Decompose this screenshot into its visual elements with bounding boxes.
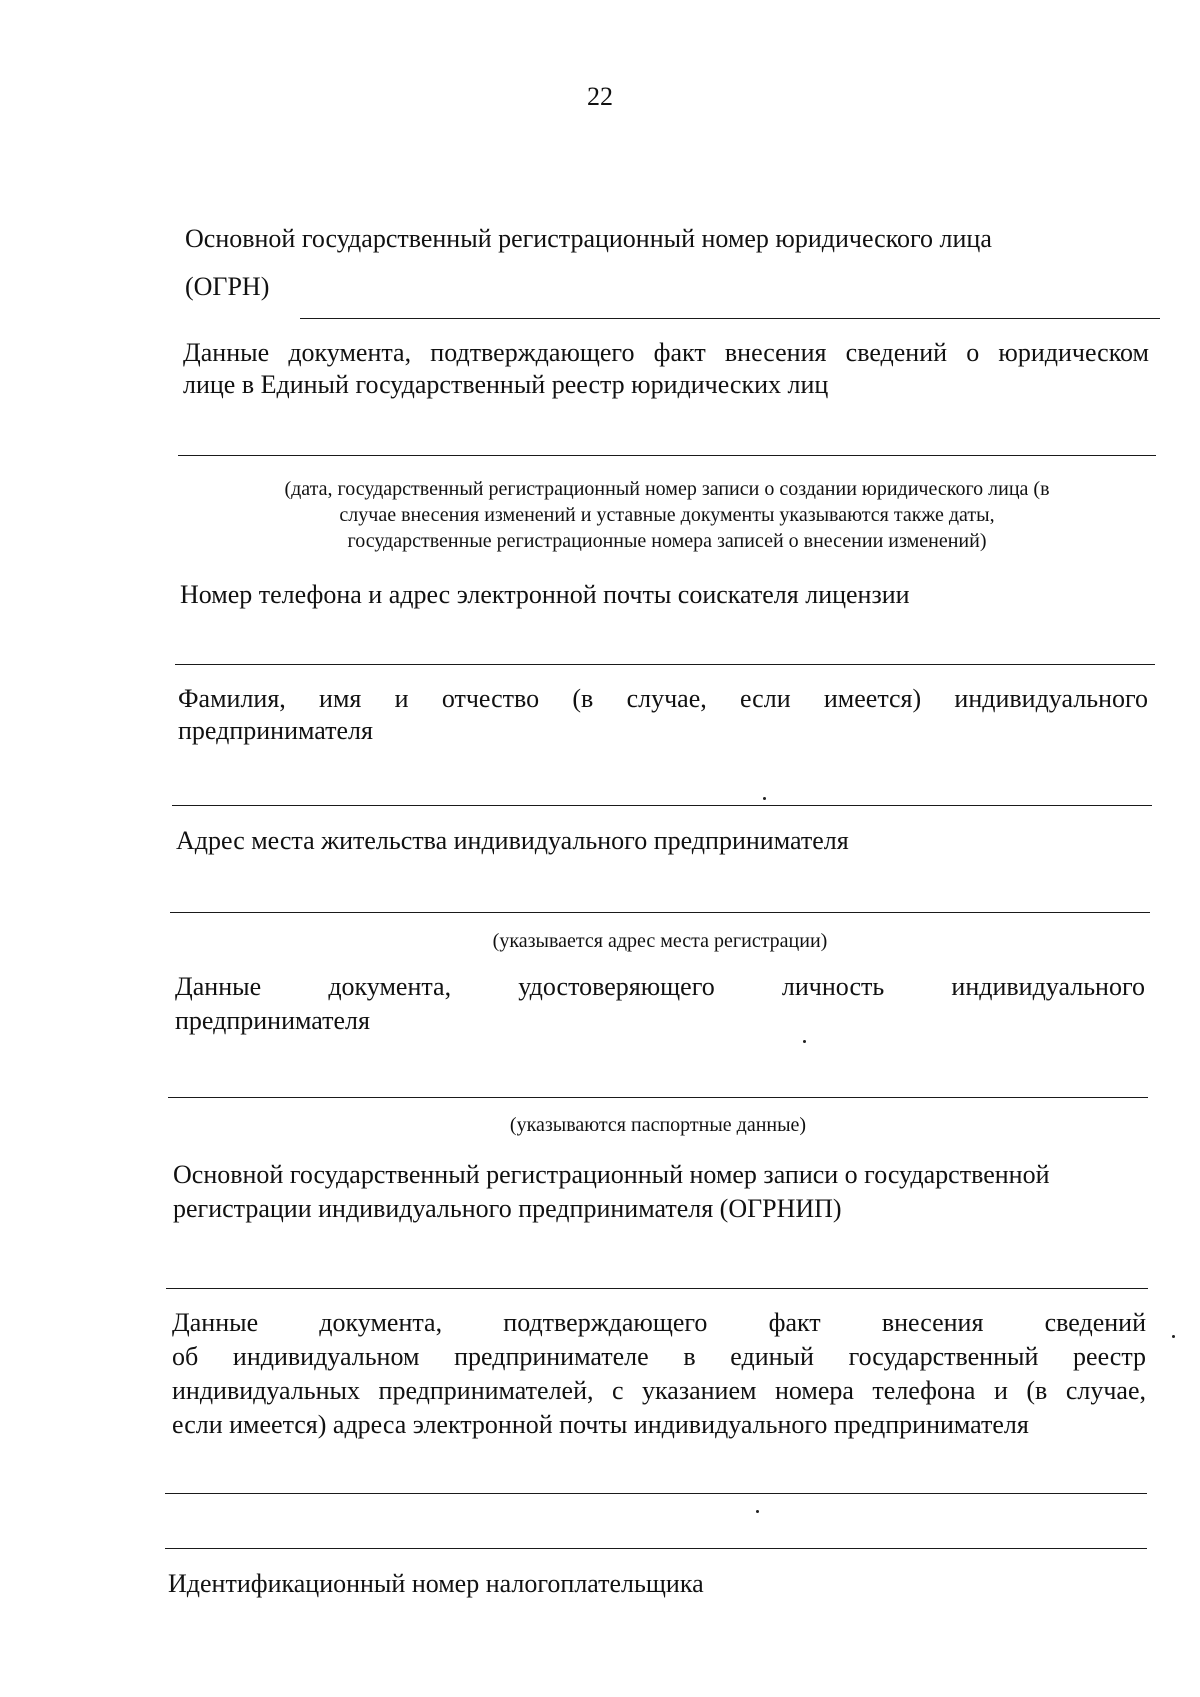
ogrn-abbr: (ОГРН) xyxy=(185,272,270,301)
scan-speck xyxy=(803,1040,806,1043)
scan-speck xyxy=(763,797,766,800)
ip-address-input-line[interactable] xyxy=(170,912,1150,913)
egrul-doc-input-line[interactable] xyxy=(178,455,1156,456)
egrul-doc-hint-line3: государственные регистрационные номера записей о внесении изменений) xyxy=(347,530,987,552)
ogrnip-input-line[interactable] xyxy=(166,1288,1148,1289)
egrul-doc-hint-line2: случае внесения изменений и уставные документы указываются также даты, xyxy=(339,504,995,526)
ip-identity-input-line[interactable] xyxy=(168,1097,1148,1098)
scan-speck xyxy=(1172,1335,1175,1338)
contacts-label: Номер телефона и адрес электронной почты соискателя лицензии xyxy=(180,580,910,609)
scan-speck xyxy=(756,1510,759,1513)
egrip-doc-label-line1: Данные документа, подтверждающего факт внесения сведений xyxy=(172,1308,1146,1337)
ogrn-input-line[interactable] xyxy=(300,318,1160,319)
egrip-doc-input-line-1[interactable] xyxy=(165,1493,1147,1494)
inn-label: Идентификационный номер налогоплательщика xyxy=(168,1569,704,1598)
egrip-doc-label-line3: индивидуальных предпринимателей, с указанием номера телефона и (в случае, xyxy=(172,1376,1146,1405)
ip-identity-hint: (указываются паспортные данные) xyxy=(509,1114,807,1136)
ogrn-label: Основной государственный регистрационный номер юридического лица xyxy=(185,224,992,253)
contacts-input-line[interactable] xyxy=(175,664,1155,665)
egrip-doc-label-line2: об индивидуальном предпринимателе в единый государственный реестр xyxy=(172,1342,1146,1371)
ip-address-hint: (указывается адрес места регистрации) xyxy=(492,930,828,952)
egrul-doc-label-line1: Данные документа, подтверждающего факт внесения сведений о юридическом xyxy=(183,338,1149,367)
egrip-doc-input-line-2[interactable] xyxy=(165,1548,1147,1549)
page-number: 22 xyxy=(587,82,613,111)
egrul-doc-hint-line1: (дата, государственный регистрационный номер записи о создании юридического лица (в xyxy=(284,478,1050,500)
ip-name-label-line1: Фамилия, имя и отчество (в случае, если имеется) индивидуального xyxy=(178,684,1148,713)
ip-address-label: Адрес места жительства индивидуального предпринимателя xyxy=(176,826,849,855)
ogrnip-label-line1: Основной государственный регистрационный номер записи о государственной xyxy=(173,1160,1050,1189)
ogrnip-label-line2: регистрации индивидуального предпринимателя (ОГРНИП) xyxy=(173,1194,842,1223)
ip-name-label-line2: предпринимателя xyxy=(178,716,373,745)
ip-identity-label-line2: предпринимателя xyxy=(175,1006,370,1035)
egrul-doc-label-line2: лице в Единый государственный реестр юридических лиц xyxy=(183,370,829,399)
egrip-doc-label-line4: если имеется) адреса электронной почты индивидуального предпринимателя xyxy=(172,1410,1029,1439)
ip-identity-label-line1: Данные документа, удостоверяющего личность индивидуального xyxy=(175,972,1145,1001)
ip-name-input-line[interactable] xyxy=(172,805,1152,806)
